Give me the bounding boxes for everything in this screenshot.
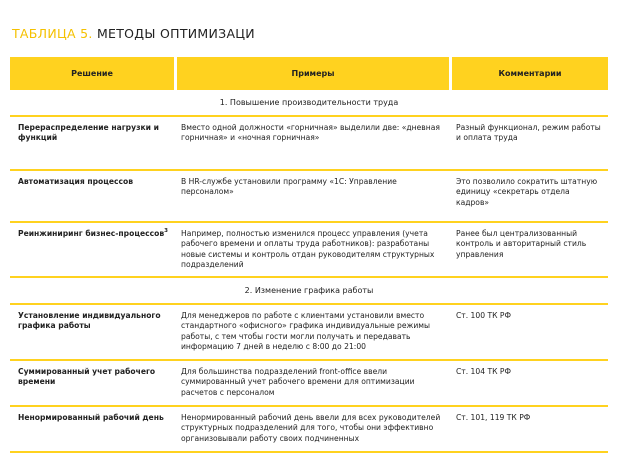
row-example: Ненормированный рабочий день ввели для всех руководителей структурных подразделений для того, чтобы они эффективно организовывали работу своих подчиненных: [181, 413, 441, 443]
section-heading-productivity: 1. Повышение производительности труда: [10, 90, 608, 117]
table-row: [10, 305, 608, 361]
row-comment: Это позволило сократить штатную единицу «секретарь отдела кадров»: [456, 177, 598, 207]
row-solution: Установление индивидуального графика работы: [18, 311, 161, 331]
row-solution: Перераспределение нагрузки и функций: [18, 123, 159, 143]
header-examples: Примеры: [177, 57, 449, 90]
row-solution: Ненормированный рабочий день: [18, 413, 164, 422]
table-name: МЕТОДЫ ОПТИМИЗАЦИ: [96, 26, 255, 41]
row-solution: Автоматизация процессов: [18, 177, 134, 186]
row-example: Для большинства подразделений front-office ввели суммированный учет рабочего времени для оптимизации расчетов с персоналом: [181, 367, 415, 397]
table-row: [10, 407, 608, 453]
table-row: [10, 171, 608, 223]
row-comment: Ст. 100 ТК РФ: [456, 311, 512, 320]
row-solution: [10, 223, 174, 276]
row-comment: Разный функционал, режим работы и оплата труда: [456, 123, 601, 143]
header-comments: Комментарии: [452, 57, 608, 90]
row-comment: Ст. 104 ТК РФ: [456, 367, 512, 376]
table-row: [10, 117, 608, 171]
table-number: ТАБЛИЦА 5.: [12, 26, 93, 41]
row-example: Вместо одной должности «горничная» выделили две: «дневная горничная» и «ночная горничная»: [181, 123, 440, 143]
row-solution: Суммированный учет рабочего времени: [18, 367, 156, 387]
row-solution-text: Реинжиниринг бизнес-процессов: [18, 229, 165, 238]
table-title: [12, 26, 255, 41]
footnote-marker: 3: [164, 228, 168, 234]
header-solution: Решение: [10, 57, 174, 90]
row-comment: Ст. 101, 119 ТК РФ: [456, 413, 531, 422]
optimization-table: [10, 57, 608, 453]
row-comment: Ранее был централизованный контроль и авторитарный стиль управления: [456, 229, 587, 259]
table-header: [10, 57, 608, 90]
row-example: Для менеджеров по работе с клиентами установили вместо стандартного «офисного» графика индивидуальные режимы работы, с тем чтобы гости могли получать и передавать информацию 7 дней в неделю с 8:00 до 21:00: [181, 311, 431, 352]
row-example: В HR-службе установили программу «1С: Управление персоналом»: [181, 177, 397, 197]
table-row: [10, 223, 608, 278]
row-example: Например, полностью изменился процесс управления (учета рабочего времени и оплаты труда работников): разработаны новые системы и контроль отдан руководителям структурных подразделений: [181, 229, 435, 270]
table-row: [10, 361, 608, 407]
section-heading-schedule: 2. Изменение графика работы: [10, 278, 608, 305]
